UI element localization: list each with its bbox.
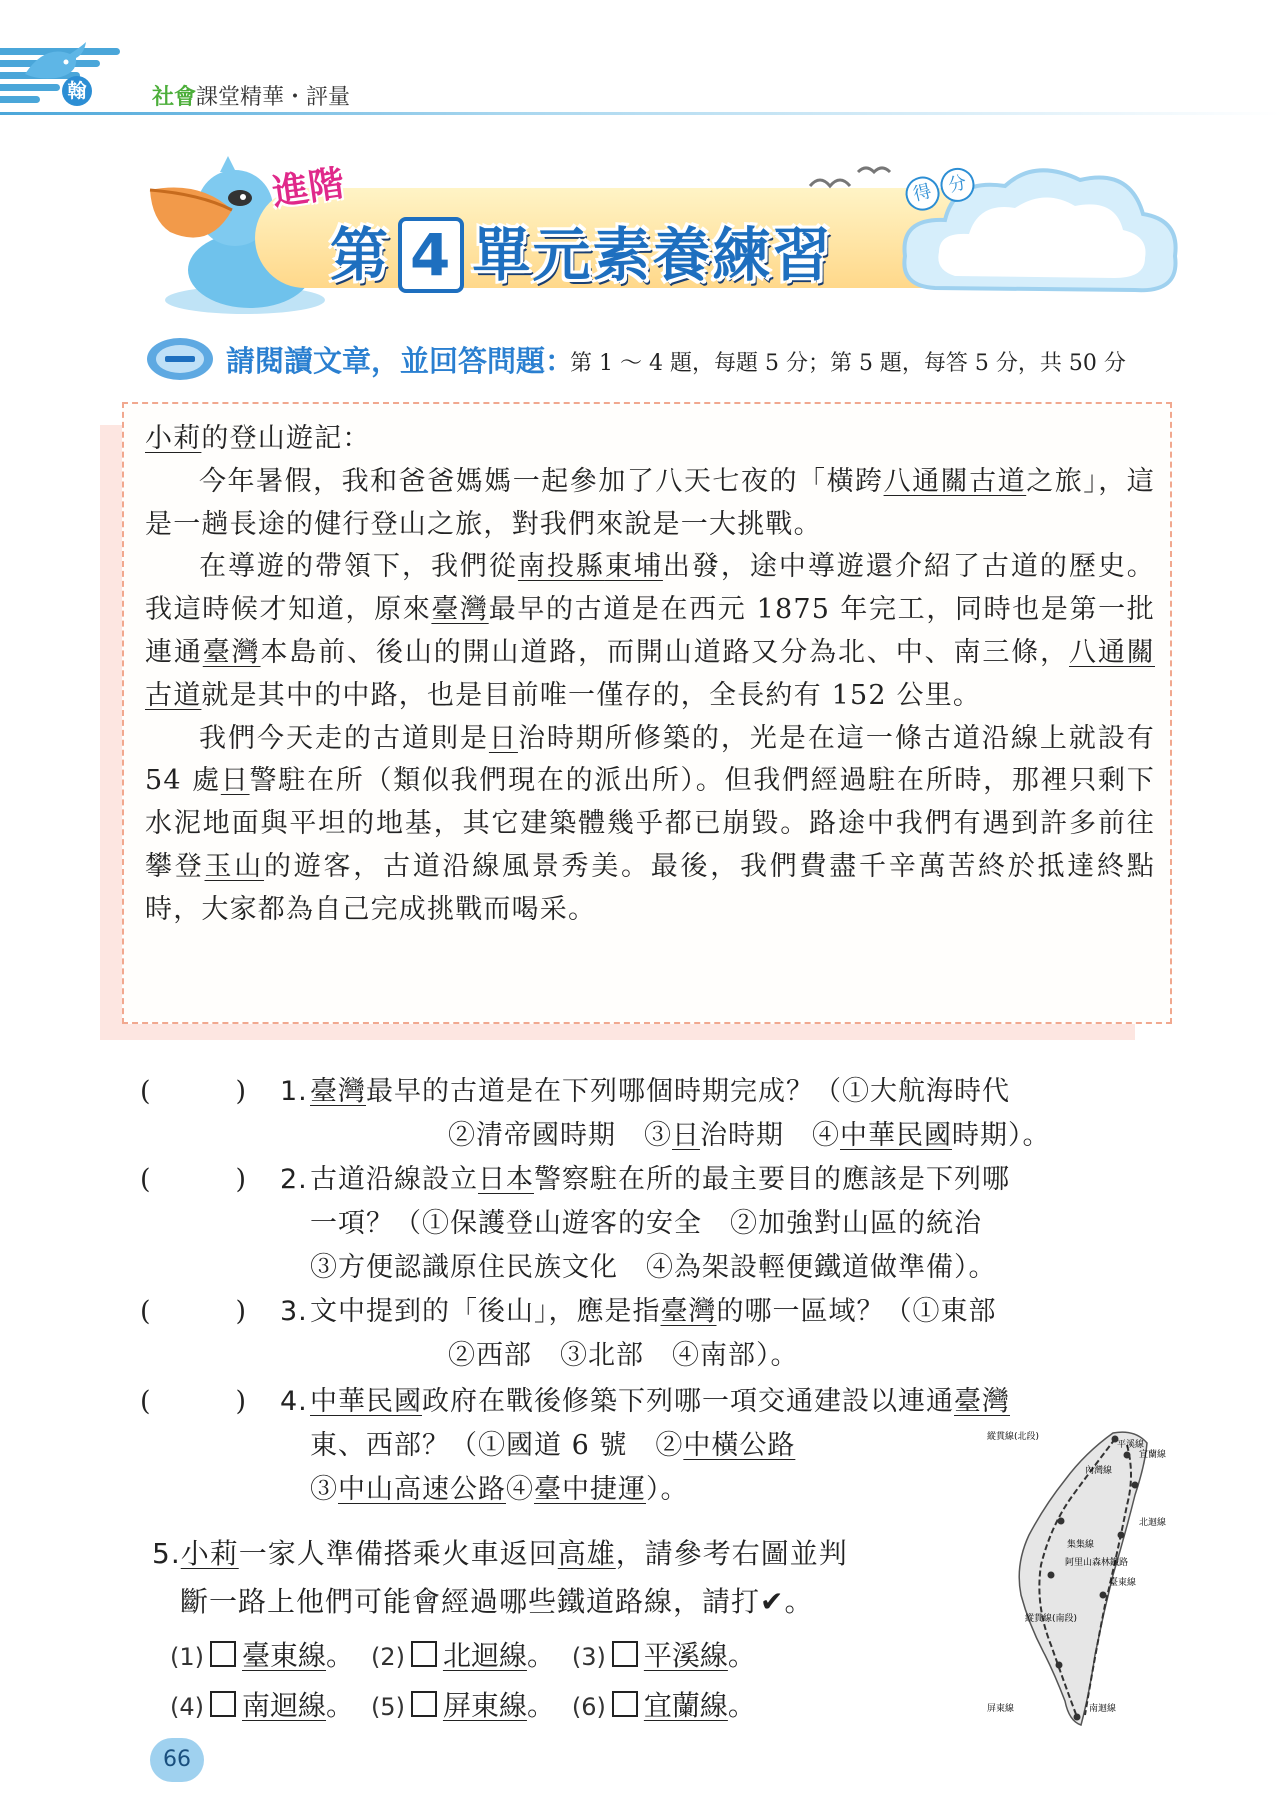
question-4 [140,1380,1010,1514]
unit-title-suffix: 單元素養練習 [472,221,833,289]
checkbox[interactable] [210,1691,236,1717]
publisher-badge: 翰 [62,76,92,106]
text-run: 警駐在所（類似我們現在的派出所）。但我們經過駐在所時，那裡只剩下水泥地面與平坦的地基，其它建築體幾乎都已崩毀。路途中我們有遇到許多前往攀登 [145,765,1155,882]
article-text [145,418,1155,932]
text-run: 就是其中的中路，也是目前唯一僅存的，全長約有 152 公里。 [201,679,982,711]
text-run: 的遊客，古道沿線風景秀美。最後，我們費盡千辛萬苦終於抵達終點時，大家都為自己完成挑戰而喝采。 [145,850,1156,925]
subject-label: 社會 [152,85,197,110]
place-name: 日 [488,722,518,754]
question-body [310,1158,1165,1290]
place-name: 中山高速公路 [338,1474,506,1505]
options-row-2 [170,1682,870,1731]
map-label: 內灣線 [1085,1466,1113,1476]
unit-number: 4 [398,217,464,293]
checkbox[interactable] [210,1641,236,1667]
checkbox[interactable] [612,1641,638,1667]
section-title: 請閱讀文章，並回答問題： [226,344,575,378]
place-name: 日 [672,1120,700,1151]
map-label: 屏東線 [987,1704,1015,1714]
text-run: 的哪一區域？（①東部 [716,1296,997,1327]
place-name: 臺灣 [202,636,261,668]
map-label: 臺東線 [1109,1578,1137,1588]
section-scoring: 第 1 ～ 4 題，每題 5 分；第 5 題，每答 5 分，共 50 分 [570,351,1126,376]
option-label: 平溪線 [643,1639,728,1672]
map-label: 南迴線 [1089,1704,1117,1714]
place-name: 臺灣 [431,594,489,626]
question-1 [140,1070,1165,1160]
article-paragraph-3 [145,718,1155,932]
option-label: 南迴線 [242,1689,327,1722]
series-title [152,80,350,111]
question-number: 2. [280,1164,308,1195]
option-index: (1) [170,1643,204,1671]
place-name: 八通關古道 [883,465,1027,497]
option-2: (2) 北迴線。 [370,1639,555,1672]
map-label: 縱貫線(南段) [1025,1614,1078,1624]
option-index: (2) [370,1643,405,1671]
checkbox[interactable] [411,1691,437,1717]
question-2 [140,1158,1165,1292]
place-name: 臺灣 [310,1076,366,1107]
option-label: 北迴線 [442,1639,527,1672]
place-name: 八通關古道 [145,636,1155,711]
map-label: 平溪線 [1117,1440,1145,1450]
place-name: 中橫公路 [683,1430,796,1461]
place-name: 玉山 [204,850,265,882]
text-run: 一項？（①保護登山遊客的安全 ②加強對山區的統治 [310,1208,982,1239]
answer-blank[interactable]: ( ) [140,1076,248,1107]
article-heading [145,418,1155,461]
text-run: 東、西部？（①國道 6 號 ② [310,1430,684,1461]
text-run: 警察駐在所的最主要目的應該是下列哪 [534,1164,1010,1195]
series-label: 課堂精華・評量 [196,85,351,110]
answer-blank[interactable]: ( ) [140,1296,248,1327]
answer-blank[interactable]: ( ) [140,1164,248,1195]
article-paragraph-1 [145,461,1155,547]
text-run: 本島前、後山的開山道路，而開山道路又分為北、中、南三條， [260,636,1070,668]
map-label: 宜蘭線 [1139,1450,1167,1460]
option-label: 宜蘭線 [643,1689,728,1722]
person-name: 小莉 [180,1537,239,1570]
birds-icon [808,160,898,200]
map-label: 阿里山森林鐵路 [1065,1558,1129,1568]
score-char: 得 [902,173,943,214]
question-number: 1. [280,1076,308,1107]
check-mark-icon: ✔ [760,1585,785,1618]
text-run: 文中提到的「後山」，應是指 [310,1296,661,1327]
unit-title [330,208,832,293]
option-6: (6) 宜蘭線。 [571,1689,756,1722]
map-label: 縱貫線(北段) [987,1432,1040,1442]
text-run: ）。 [646,1474,689,1505]
text-run: 時期）。 [952,1120,1051,1151]
place-name: 日 [220,765,250,797]
question-5 [152,1530,952,1626]
map-label: 北迴線 [1139,1518,1167,1528]
text-run: ②清帝國時期 ③ [448,1120,672,1151]
option-label: 屏東線 [442,1689,527,1722]
unit-title-prefix: 第 [330,221,391,289]
option-index: (4) [170,1693,204,1721]
article-heading-text: 的登山遊記： [201,423,371,454]
place-name: 高雄 [557,1537,616,1570]
text-run: 斷一路上他們可能會經過哪些鐵道路線，請打 [180,1585,761,1618]
place-name: 東埔 [604,551,663,583]
answer-blank[interactable]: ( ) [140,1386,248,1417]
text-run: 今年暑假，我和爸爸媽媽一起參加了八天七夜的「橫跨 [199,465,884,497]
page-number: 66 [150,1738,204,1782]
place-name: 臺灣 [660,1296,717,1327]
text-run: ②西部 ③北部 ④南部）。 [448,1340,799,1371]
options-row-1 [170,1632,870,1681]
text-run: 治時期所修築的，光是在這一條古道沿線上就設有 54 處 [145,722,1155,797]
header-rule [0,112,1282,115]
option-3: (3) 平溪線。 [571,1639,756,1672]
question-number: 4. [280,1386,308,1417]
place-name: 日本 [478,1164,534,1195]
place-name: 中華民國 [310,1386,422,1417]
text-run: ③方便認識原住民族文化 ④為架設輕便鐵道做準備）。 [310,1252,997,1283]
checkbox[interactable] [612,1691,638,1717]
article-paragraph-2 [145,546,1155,717]
text-run: 一家人準備搭乘火車返回 [238,1537,558,1570]
text-run: 在導遊的帶領下，我們從 [199,551,518,583]
question-3 [140,1290,1165,1380]
option-index: (5) [370,1693,405,1721]
advanced-tag: 進階 [269,163,347,214]
question-body [310,1290,1165,1378]
option-1: (1) 臺東線。 [170,1639,355,1672]
option-index: (6) [571,1693,606,1721]
text-run: 之旅」，這是一趟長途的健行登山之旅，對我們來說是一大挑戰。 [145,465,1155,540]
place-name: 南投縣 [517,551,605,583]
person-name: 小莉 [145,423,202,454]
text-run: 出發，途中導遊還介紹了古道的歷史。我這時候才知道，原來 [145,551,1156,626]
question-body [310,1070,1165,1158]
text-run: 古道沿線設立 [310,1164,478,1195]
option-label: 臺東線 [242,1639,327,1672]
option-5: (5) 屏東線。 [370,1689,555,1722]
option-index: (3) [571,1643,606,1671]
question-number: 3. [280,1296,308,1327]
text-run: ，請參考右圖並判 [615,1537,848,1570]
checkbox[interactable] [411,1641,437,1667]
place-name: 臺中捷運 [534,1474,646,1505]
text-run: 治時期 ④ [700,1120,840,1151]
text-run: 政府在戰後修築下列哪一項交通建設以連通 [422,1386,954,1417]
option-4: (4) 南迴線。 [170,1689,355,1722]
taiwan-railway-map [985,1425,1185,1735]
map-label: 集集線 [1067,1540,1095,1550]
text-run: 我們今天走的古道則是 [199,722,489,754]
place-name: 臺灣 [954,1386,1010,1417]
question-number: 5. [152,1537,181,1570]
score-char: 分 [937,164,978,205]
text-run: 最早的古道是在下列哪個時期完成？（①大航海時代 [366,1076,1010,1107]
place-name: 中華民國 [840,1120,952,1151]
text-run: 。 [784,1585,814,1618]
text-run: 最早的古道是在西元 1875 年完工，同時也是第一批連通 [145,594,1156,668]
section-badge-icon [145,336,215,382]
text-run: ③ [310,1474,338,1505]
text-run: ④ [506,1474,534,1505]
